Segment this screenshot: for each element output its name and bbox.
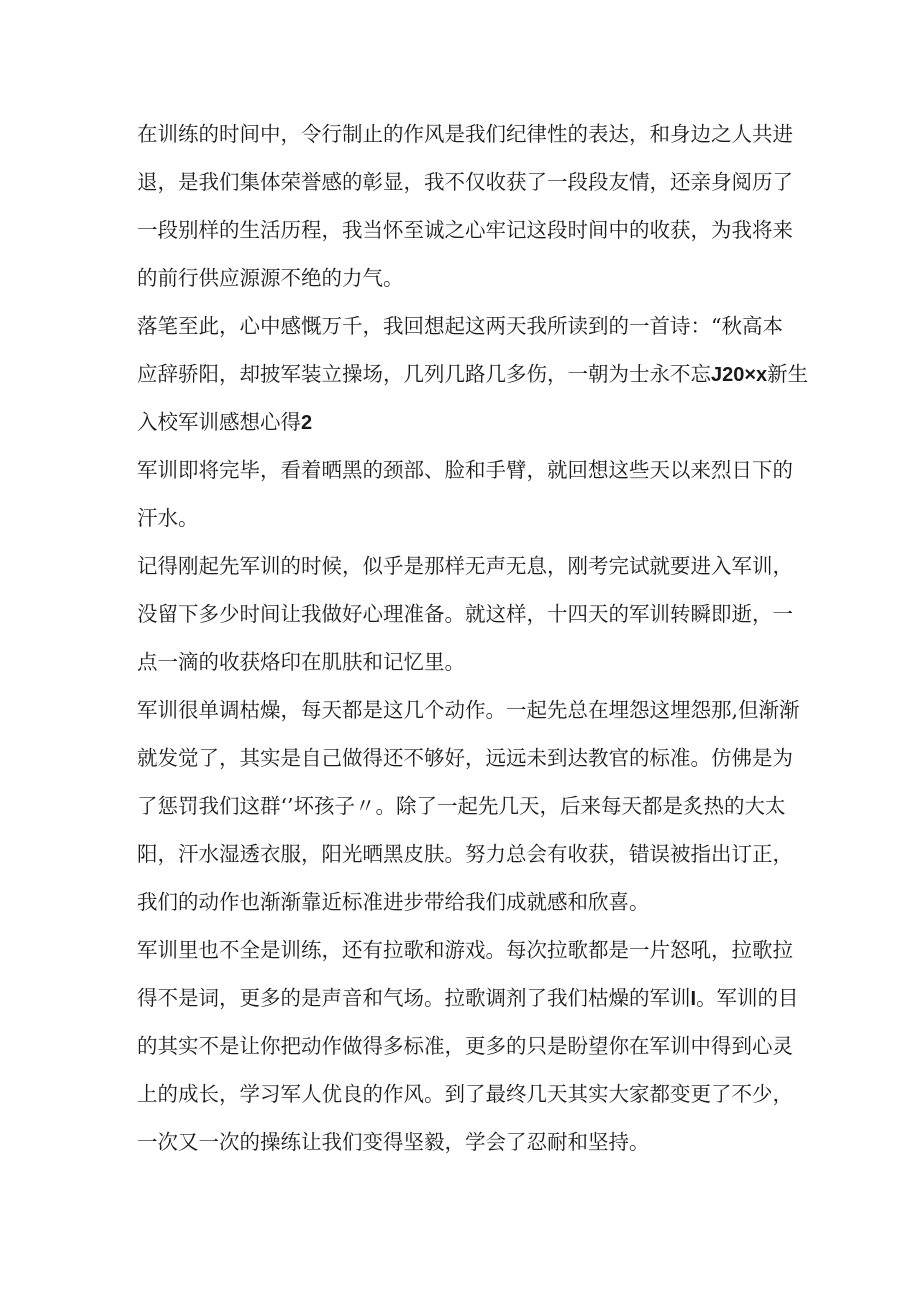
heading-number: 2	[301, 412, 313, 434]
heading-text: 入校军训感想心得	[137, 410, 301, 434]
year-text: J20×x	[711, 364, 768, 386]
text-segment: 得不是词，更多的是声音和气场。拉歌调剂了我们枯燥的军训	[137, 986, 691, 1010]
text-line: 阳，汗水湿透衣服，阳光晒黑皮肤。努力总会有收获，错误被指出订正，	[137, 842, 793, 866]
text-line: 上的成长，学习军人优良的作风。到了最终几天其实大家都变更了不少，	[137, 1082, 793, 1106]
text-line	[137, 364, 808, 385]
text-mark: I	[690, 988, 697, 1010]
text-line	[137, 988, 799, 1009]
text-line: 落笔至此，心中感慨万千，我回想起这两天我所读到的一首诗：“秋高本	[137, 314, 783, 338]
text-line: 的其实不是让你把动作做得多标准，更多的只是盼望你在军训中得到心灵	[137, 1034, 793, 1058]
text-line: 军训即将完毕，看着晒黑的颈部、脸和手臂，就回想这些天以来烈日下的	[137, 458, 793, 482]
text-line: 汗水。	[137, 506, 199, 530]
text-line: 了惩罚我们这群‘’坏孩子〃。除了一起先几天，后来每天都是炙热的大太	[137, 794, 786, 818]
text-line: 没留下多少时间让我做好心理准备。就这样，十四天的军训转瞬即逝，一	[137, 602, 793, 626]
text-line: 点一滴的收获烙印在肌肤和记忆里。	[137, 650, 465, 674]
text-line: 在训练的时间中，令行制止的作风是我们纪律性的表达，和身边之人共进	[137, 122, 793, 146]
text-line: 的前行供应源源不绝的力气。	[137, 266, 404, 290]
text-segment: 应辞骄阳，却披军装立操场，几列几路几多伤，一朝为士永不忘	[137, 362, 711, 386]
text-line: 就发觉了，其实是自己做得还不够好，远远未到达教官的标准。仿佛是为	[137, 746, 793, 770]
text-line: 记得刚起先军训的时候，似乎是那样无声无息，刚考完试就要进入军训，	[137, 554, 793, 578]
text-line: 军训很单调枯燥，每天都是这几个动作。一起先总在埋怨这埋怨那,但渐渐	[137, 698, 800, 722]
text-line: 军训里也不全是训练，还有拉歌和游戏。每次拉歌都是一片怒吼，拉歌拉	[137, 938, 793, 962]
text-line: 退，是我们集体荣誉感的彰显，我不仅收获了一段段友情，还亲身阅历了	[137, 170, 793, 194]
text-segment: 新生	[767, 362, 809, 386]
text-line: 一次又一次的操练让我们变得坚毅，学会了忍耐和坚持。	[137, 1130, 650, 1154]
text-line: 我们的动作也渐渐靠近标准进步带给我们成就感和欣喜。	[137, 890, 650, 914]
text-line: 一段别样的生活历程，我当怀至诚之心牢记这段时间中的收获，为我将来	[137, 218, 793, 242]
text-segment: 。军训的目	[696, 986, 799, 1010]
text-line	[137, 412, 312, 433]
